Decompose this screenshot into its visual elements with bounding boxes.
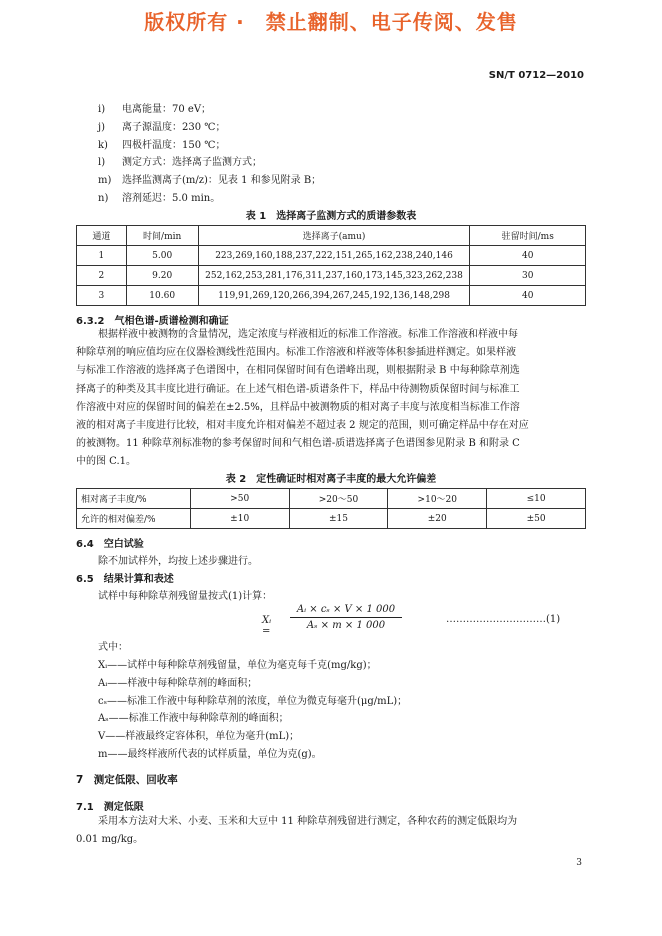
formula-intro: 试样中每种除草剂残留量按式(1)计算： bbox=[98, 591, 273, 602]
list-item: cₛ——标准工作液中每种除草剂的浓度，单位为微克每毫升(μg/mL)； bbox=[98, 695, 408, 707]
paragraph-line: 择离子的种类及其丰度比进行确证。在上述气相色谱-质谱条件下，样品中待测物质保留时间与标准工 bbox=[76, 383, 520, 395]
list-text: 离子源温度：230 ℃； bbox=[122, 121, 226, 133]
table-cell: 1 bbox=[77, 246, 127, 266]
section-7-1-body bbox=[76, 813, 586, 849]
list-item bbox=[98, 153, 321, 171]
row-header: 相对离子丰度/% bbox=[77, 489, 191, 509]
list-mark: m) bbox=[98, 175, 112, 187]
column-header: 通道 bbox=[77, 226, 127, 246]
instrument-params-list bbox=[98, 100, 321, 207]
table-row bbox=[77, 489, 586, 509]
list-item bbox=[98, 171, 321, 189]
list-item bbox=[98, 189, 321, 207]
sim-params-table bbox=[76, 225, 586, 306]
table-row bbox=[77, 286, 586, 306]
ion-abundance-tolerance-table bbox=[76, 488, 586, 529]
list-item: Xᵢ——试样中每种除草剂残留量，单位为毫克每千克(mg/kg)； bbox=[98, 660, 377, 671]
formula-denominator: Aₛ × m × 1 000 bbox=[306, 620, 386, 631]
table-cell: >20～50 bbox=[289, 489, 388, 509]
paragraph-line: 种除草剂的响应值均应在仪器检测线性范围内。标准工作溶液和样液等体积参插进样测定。如果样液 bbox=[76, 347, 516, 359]
section-6-5-title: 6.5 结果计算和表述 bbox=[76, 574, 174, 585]
table-cell: 2 bbox=[77, 266, 127, 286]
list-text: 选择监测离子(m/z)：见表 1 和参见附录 B； bbox=[122, 175, 322, 187]
table2-caption: 表 2 定性确证时相对离子丰度的最大允许偏差 bbox=[225, 474, 437, 485]
table-cell: >10～20 bbox=[388, 489, 487, 509]
list-mark: l) bbox=[98, 157, 106, 169]
table-cell: 5.00 bbox=[126, 246, 198, 266]
table1-caption: 表 1 选择离子监测方式的质谱参数表 bbox=[245, 211, 417, 222]
table-row bbox=[77, 509, 586, 529]
paragraph-line: 中的图 C.1。 bbox=[76, 456, 137, 468]
paragraph-line: 作溶液中对应的保留时间的偏差在±2.5%，且样品中被测物质的相对离子丰度与浓度相当标准工作溶 bbox=[76, 401, 520, 413]
page-number: 3 bbox=[576, 858, 582, 868]
list-text: 四极杆温度：150 ℃； bbox=[122, 139, 226, 151]
paragraph-line: 的被测物。11 种除草剂标准物的参考保留时间和气相色谱-质谱选择离子色谱图参见附录 B 和附录 C bbox=[76, 438, 520, 450]
section-6-3-2-title: 6.3.2 气相色谱-质谱检测和确证 bbox=[76, 316, 229, 327]
section-6-3-2-body bbox=[76, 326, 586, 472]
list-item: m——最终样液所代表的试样质量，单位为克(g)。 bbox=[98, 748, 322, 760]
formula-fraction bbox=[290, 604, 402, 631]
table-cell: 9.20 bbox=[126, 266, 198, 286]
table-cell: >50 bbox=[190, 489, 289, 509]
list-text: 溶剂延迟：5.0 min。 bbox=[122, 192, 221, 204]
section-6-4-body: 除不加试样外，均按上述步骤进行。 bbox=[98, 556, 258, 567]
table-header-row bbox=[77, 226, 586, 246]
variable-definitions bbox=[98, 656, 407, 763]
paragraph-line: 根据样液中被测物的含量情况，选定浓度与样液相近的标准工作溶液。标准工作溶液和样液中每 bbox=[98, 329, 518, 340]
list-item bbox=[98, 100, 321, 118]
list-item: V——样液最终定容体积，单位为毫升(mL)； bbox=[98, 731, 300, 743]
section-7-1-title: 7.1 测定低限 bbox=[76, 802, 144, 813]
table-cell: 3 bbox=[77, 286, 127, 306]
list-item bbox=[98, 136, 321, 154]
table-cell: 10.60 bbox=[126, 286, 198, 306]
table-cell: ±50 bbox=[487, 509, 586, 529]
list-text: 电离能量：70 eV； bbox=[122, 104, 212, 115]
section-7-title: 7 测定低限、回收率 bbox=[76, 774, 178, 786]
paragraph-line: 采用本方法对大米、小麦、玉米和大豆中 11 种除草剂残留进行测定，各种农药的测定低限均为 bbox=[98, 816, 518, 827]
list-item: Aₛ——标准工作液中每种除草剂的峰面积； bbox=[98, 713, 289, 725]
paragraph-line: 与标准工作溶液的选择离子色谱图中，在相同保留时间有色谱峰出现，则根据附录 B 中每种除草剂选 bbox=[76, 365, 520, 377]
list-text: 测定方式：选择离子监测方式； bbox=[122, 157, 262, 169]
list-mark: n) bbox=[98, 192, 109, 204]
column-header: 选择离子(amu) bbox=[198, 226, 470, 246]
list-mark: j) bbox=[98, 121, 106, 133]
watermark: 版权所有 · 禁止翻制、电子传阅、发售 bbox=[144, 10, 518, 34]
formula-numerator: Aᵢ × cₛ × V × 1 000 bbox=[290, 604, 402, 618]
table-cell: ±10 bbox=[190, 509, 289, 529]
formula-lhs: Xᵢ = bbox=[262, 615, 272, 637]
table-cell: 252,162,253,281,176,311,237,160,173,145,323,262,238 bbox=[198, 266, 470, 286]
table-row bbox=[77, 246, 586, 266]
column-header: 驻留时间/ms bbox=[470, 226, 586, 246]
table-cell: 119,91,269,120,266,394,267,245,192,136,148,298 bbox=[198, 286, 470, 306]
list-item: Aᵢ——样液中每种除草剂的峰面积； bbox=[98, 677, 258, 689]
list-item bbox=[98, 118, 321, 136]
column-header: 时间/min bbox=[126, 226, 198, 246]
table-row bbox=[77, 266, 586, 286]
table-cell: 30 bbox=[470, 266, 586, 286]
paragraph-line: 0.01 mg/kg。 bbox=[76, 834, 144, 846]
table-cell: ≤10 bbox=[487, 489, 586, 509]
formula-where: 式中： bbox=[98, 642, 128, 653]
row-header: 允许的相对偏差/% bbox=[77, 509, 191, 529]
equation-number: …………………………(1) bbox=[446, 614, 561, 625]
standard-number: SN/T 0712—2010 bbox=[488, 70, 584, 81]
list-mark: i) bbox=[98, 104, 106, 115]
table-cell: 40 bbox=[470, 246, 586, 266]
list-mark: k) bbox=[98, 139, 108, 151]
table-cell: 40 bbox=[470, 286, 586, 306]
table-cell: ±20 bbox=[388, 509, 487, 529]
table-cell: 223,269,160,188,237,222,151,265,162,238,240,146 bbox=[198, 246, 470, 266]
table-cell: ±15 bbox=[289, 509, 388, 529]
section-6-4-title: 6.4 空白试验 bbox=[76, 539, 144, 550]
paragraph-line: 液的相对离子丰度进行比较，相对丰度允许相对偏差不超过表 2 规定的范围，则可确定样品中存在对应 bbox=[76, 420, 529, 432]
